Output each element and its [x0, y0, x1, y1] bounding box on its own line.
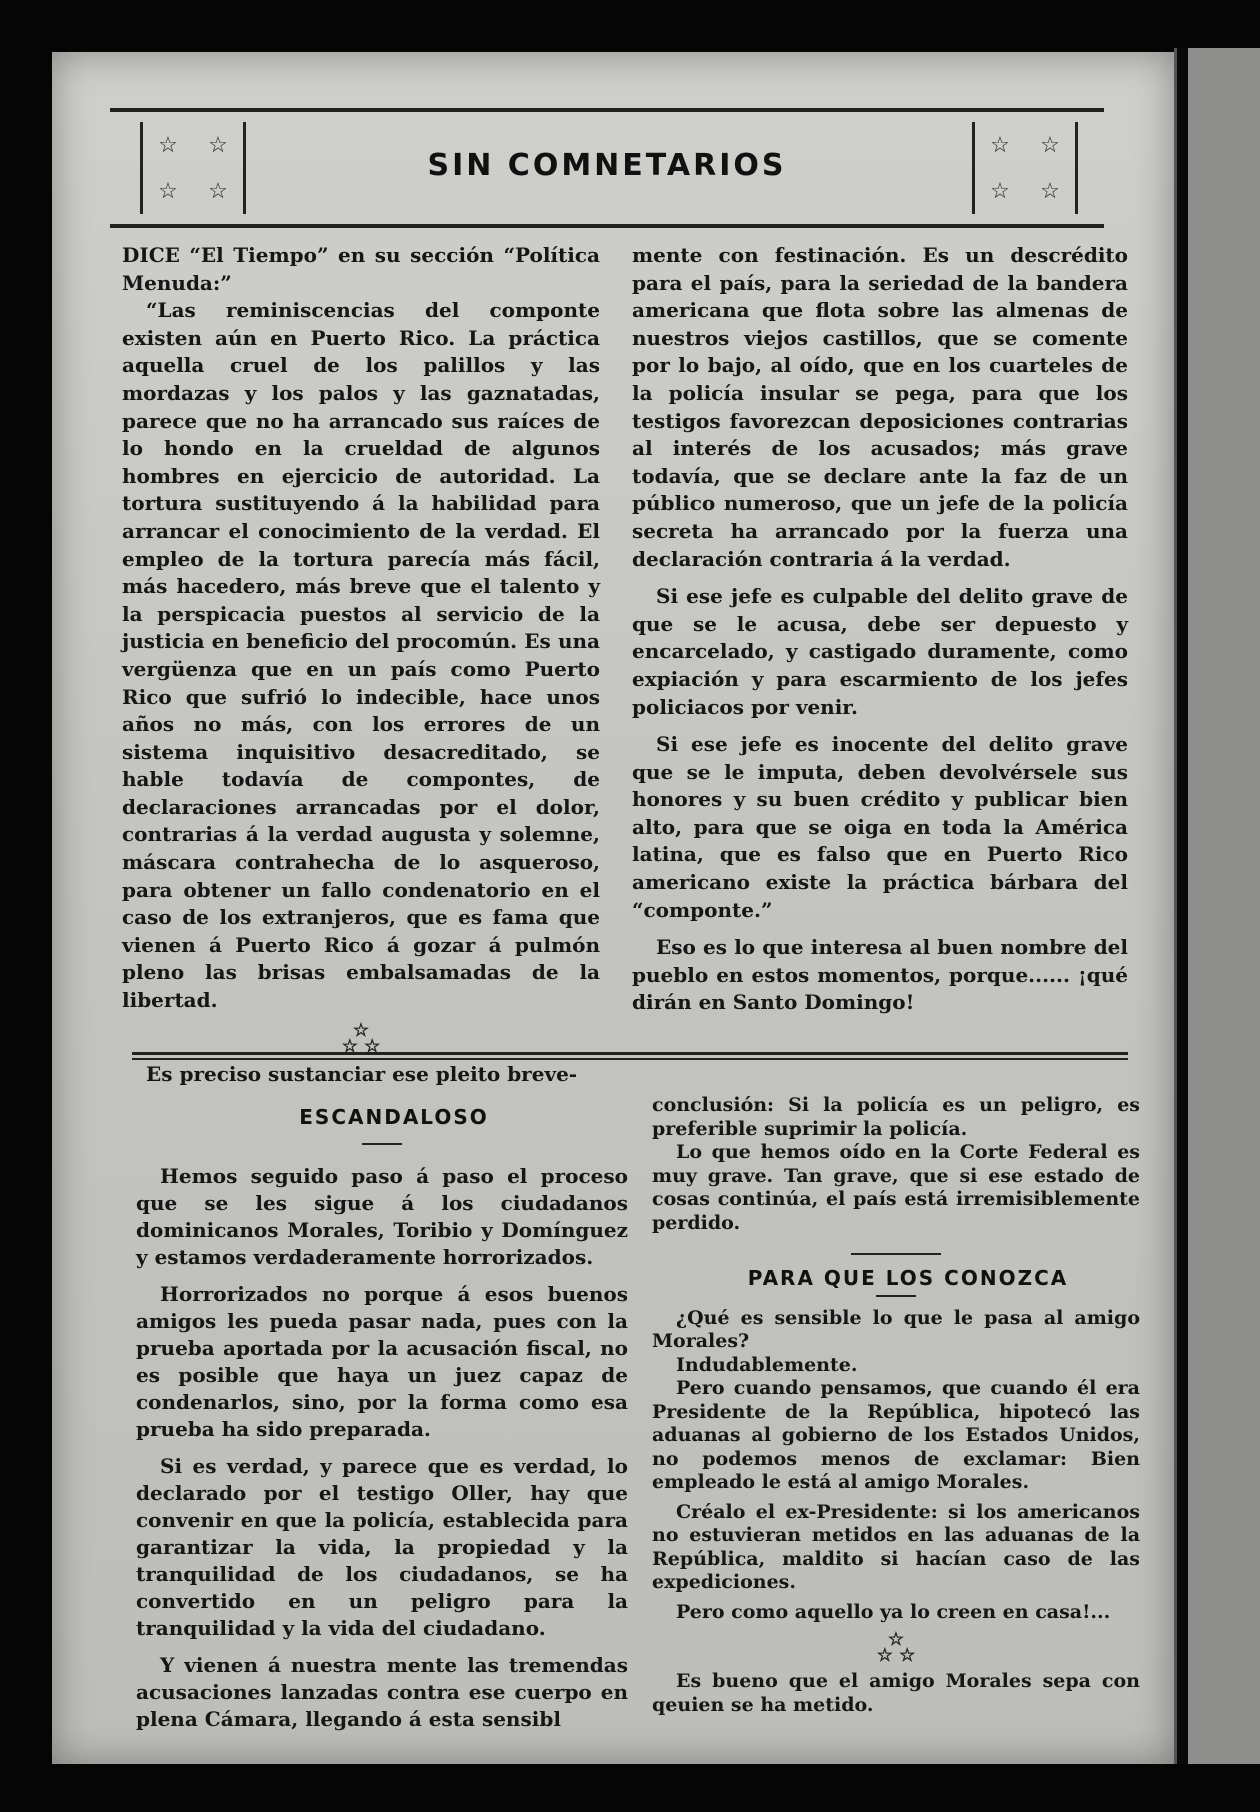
title-rule — [851, 1253, 941, 1255]
article-title: ESCANDALOSO — [299, 1105, 489, 1129]
article3-paragraph: Pero como aquello ya lo creen en casa!... — [676, 1600, 1111, 1623]
article1-left-column — [122, 242, 600, 1088]
next-page-edge — [1188, 48, 1260, 1764]
article3-paragraph: Pero cuando pensamos, que cuando él era Presidente de la República, hipotecó las aduanas al gobierno de los Estados Unidos, no podemos menos de exclamar: Bien empleado le está al amigo Morales. — [652, 1377, 1140, 1493]
title-rule — [362, 1143, 402, 1145]
article1-paragraph: Es preciso sustanciar ese pleito breve- — [146, 1061, 578, 1086]
star-icon: ☆ — [158, 178, 178, 204]
article1-paragraph: Si ese jefe es inocente del delito grave que se le imputa, deben devolvérsele sus honores y su buen crédito y publicar bien alto, para que se oiga en toda la América latina, que es falso que en Puerto Rico americano existe la práctica bárbara del “componte.” — [632, 732, 1128, 922]
section-title: SIN COMNETARIOS — [427, 148, 787, 183]
star-divider-icon: ☆ ☆ ☆ — [876, 1629, 916, 1666]
article1-paragraph: Eso es lo que interesa al buen nombre del pueblo en estos momentos, porque...... ¡qué dirán en Santo Domingo! — [632, 935, 1128, 1015]
section-header — [110, 108, 1104, 228]
article2-paragraph: conclusión: Si la policía es un peligro, es preferible suprimir la policía. — [652, 1094, 1140, 1140]
right-lower-column — [652, 1094, 1140, 1717]
star-divider-icon: ☆ ☆ ☆ — [341, 1019, 381, 1057]
article2-paragraph: Lo que hemos oído en la Corte Federal es muy grave. Tan grave, que si ese estado de cosas continúa, el país está irremisiblemente perdido. — [652, 1141, 1140, 1234]
article2-paragraph: Y vienen á nuestra mente las tremendas acusaciones lanzadas contra ese cuerpo en plena Cámara, llegando á esta sensibl — [136, 1653, 628, 1731]
article3-paragraph: Indudablemente. — [676, 1353, 858, 1376]
star-icon: ☆ — [1040, 132, 1060, 158]
article3-paragraph: Créalo el ex-Presidente: si los americanos no estuvieran metidos en las aduanas de la República, maldito si hacían caso de las expediciones. — [652, 1500, 1140, 1593]
article1-right-column — [632, 242, 1128, 1017]
article3-paragraph: ¿Qué es sensible lo que le pasa al amigo Morales? — [652, 1306, 1140, 1352]
article1-paragraph: Si ese jefe es culpable del delito grave de que se le acusa, debe ser depuesto y encarcelado, y castigado duramente, como expiación y para escarmiento de los jefes policiacos por venir. — [632, 584, 1128, 719]
article-title: PARA QUE LOS CONOZCA — [747, 1266, 1069, 1290]
article2-paragraph: Horrorizados no porque á esos buenos amigos les pueda pasar nada, pues con la prueba aportada por la acusación fiscal, no es posible que haya un juez capaz de condenarlos, sino, por la forma como esa prueba ha sido preparada. — [136, 1282, 628, 1441]
article1-paragraph: mente con festinación. Es un descrédito para el país, para la seriedad de la bandera americana que flota sobre las almenas de nuestros viejos castillos, que se comente por lo bajo, al oído, que en los cuarteles de la policía insular se pega, para que los testigos favorezcan deposiciones contrarias al interés de los acusados; más grave todavía, que se declare ante la faz de un público numeroso, que un jefe de la policía secreta ha arrancado por la fuerza una declaración contraria á la verdad. — [632, 243, 1128, 571]
article2-paragraph: Si es verdad, y parece que es verdad, lo declarado por el testigo Oller, hay que convenir en que la policía, establecida para garantizar la vida, la propiedad y la tranquilidad de los ciudadanos, se ha convertido en un peligro para la tranquilidad y la vida del ciudadano. — [136, 1454, 628, 1640]
star-icon: ☆ — [990, 178, 1010, 204]
article1-paragraph: “Las reminiscencias del componte existen aún en Puerto Rico. La práctica aquella cruel de los palillos y las mordazas y los palos y las gaznatadas, parece que no ha arrancado sus raíces de lo hondo en la crueldad de algunos hombres en ejercicio de autoridad. La tortura sustituyendo á la habilidad para arrancar el conocimiento de la verdad. El empleo de la tortura parecía más fácil, más hacedero, más breve que el talento y la perspicacia puestos al servicio de la justicia en beneficio del procomún. Es una vergüenza que en un país como Puerto Rico que sufrió lo indecible, hace unos años no más, con los errores de un sistema inquisitivo desacreditado, se hable todavía de compontes, de declaraciones arrancadas por el dolor, contrarias á la verdad augusta y solemne, máscara contrahecha de lo asqueroso, para obtener un fallo condenatorio en el caso de los extranjeros, que es fama que vienen á Puerto Rico á gozar á pulmón pleno las brisas embalsamadas de la libertad. — [122, 298, 600, 1013]
article3-paragraph: Es bueno que el amigo Morales sepa con qeuien se ha metido. — [652, 1670, 1140, 1716]
article2-column — [136, 1104, 628, 1733]
star-icon: ☆ — [208, 132, 228, 158]
section-divider — [132, 1052, 1128, 1060]
star-icon: ☆ — [1040, 178, 1060, 204]
article2-paragraph: Hemos seguido paso á paso el proceso que se les sigue á los ciudadanos dominicanos Morales, Toribio y Domínguez y estamos verdaderamente horrorizados. — [136, 1164, 628, 1269]
star-icon: ☆ — [158, 132, 178, 158]
star-icon: ☆ — [208, 178, 228, 204]
star-icon: ☆ — [990, 132, 1010, 158]
article1-paragraph: DICE “El Tiempo” en su sección “Política Menuda:” — [122, 243, 600, 295]
star-ornament-right — [972, 122, 1078, 214]
title-rule — [876, 1295, 916, 1297]
